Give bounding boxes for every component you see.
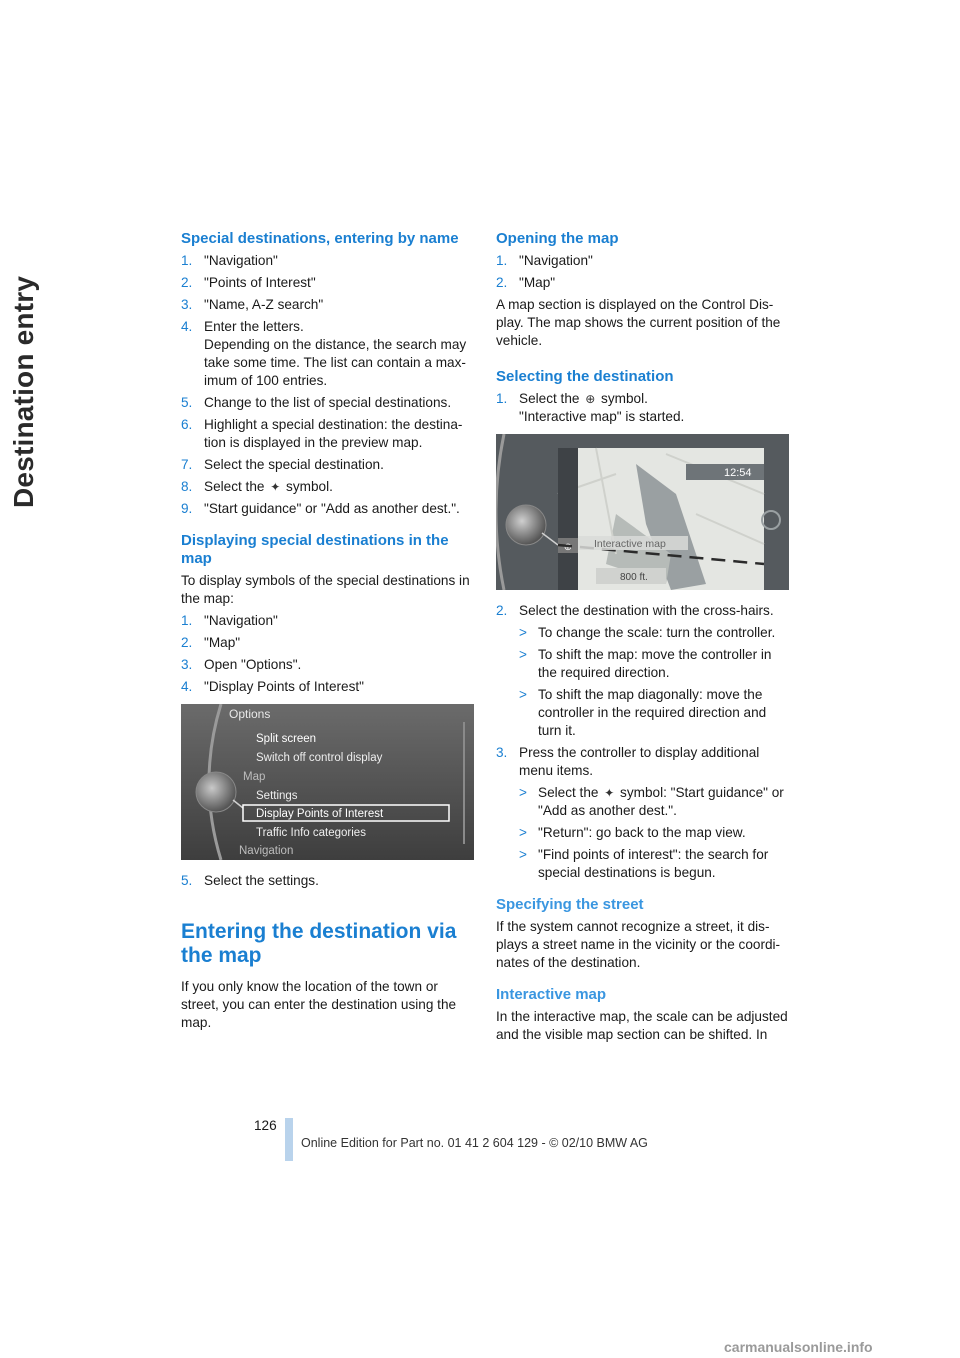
menu-item-display-poi: Display Points of Interest [256, 808, 384, 820]
list-item: > "Return": go back to the map view. [519, 825, 746, 840]
list-item: 1. "Navigation" [496, 253, 593, 268]
sidebar-title: Destination entry [8, 275, 39, 508]
map-scale: 800 ft. [620, 572, 648, 583]
list-item: > To change the scale: turn the controller. [519, 625, 776, 640]
list-item: 3. Open "Options". [181, 657, 302, 672]
section-title: Specifying the street [496, 896, 644, 913]
left-column: Special destinations, entering by name 1. "Navigation" 2. "Points of Interest" 3. "Name, A-Z search" 4. Enter the letters. Depending on the distance, the search may take some time. The list can contain a max-imum of 100 entries. 5. Change to the list of special destinations. 6. Highlight a special destination: the destina-tion is displayed in the preview map. 7. Select the special destination. 8. Select the ✦ symbol. 9. "Start guidance" or "Add as another dest.". Displaying special destinations in the map To display symbols of the special destinations in the map: 1. "Navigation" 2. "Map" 3. Open "Options". 4. "Display Points of Interest" Options Split screen Switch off control display Map Settings Display Points of Interest Traffic Info categories Navigation 5. Select the settings. Entering the destination via the map If you only know the location of the town or street, you can enter the destination using the map. [181, 230, 476, 1036]
step-list [496, 390, 791, 426]
section-title: Opening the map [496, 230, 619, 247]
list-item: 5. Change to the list of special destinations. [181, 395, 452, 410]
list-item: 2. "Points of Interest" [181, 275, 316, 290]
crosshair-icon: ⊕ [585, 392, 596, 406]
list-item: 3. Press the controller to display additional menu items. > Select the ✦ symbol: "Start guidance" or "Add as another dest.". > "Return": go back to the map view. > "Find points of interest": the search for special destinations is begun. [496, 744, 791, 882]
list-item: 6. Highlight a special destination: the destina-tion is displayed in the preview map. [181, 417, 463, 450]
list-item: 9. "Start guidance" or "Add as another dest.". [181, 501, 460, 516]
list-item: 2. Select the destination with the cross-hairs. > To change the scale: turn the controller. > To shift the map: move the controller in the required direction. > To shift the map diagonally: move the controller in the required direction and turn it. [496, 602, 791, 740]
list-item: 2. "Map" [496, 275, 556, 290]
menu-item-split-screen: Split screen [256, 733, 317, 745]
section-title: Selecting the destination [496, 368, 674, 385]
list-item: 1. Select the ⊕ symbol. "Interactive map" is started. [496, 391, 685, 424]
list-item: > "Find points of interest": the search for special destinations is begun. [519, 847, 769, 880]
step-list [181, 612, 476, 696]
list-item: 1. "Navigation" [181, 613, 278, 628]
menu-item-settings: Settings [256, 790, 298, 802]
watermark: carmanualsonline.info [724, 1339, 873, 1355]
menu-item-traffic: Traffic Info categories [256, 827, 366, 839]
map-mode-label: Interactive map [594, 538, 666, 550]
list-item: > To shift the map: move the controller in the required direction. [519, 647, 772, 680]
list-item: 2. "Map" [181, 635, 241, 650]
options-menu-screenshot [181, 704, 474, 860]
step-list [496, 252, 791, 292]
crosshair-menu-icon: ⊕ [563, 542, 573, 553]
list-item: > Select the ✦ symbol: "Start guidance" or "Add as another dest.". [519, 785, 784, 818]
step-list [496, 602, 791, 882]
footer-edition: Online Edition for Part no. 01 41 2 604 129 - © 02/10 BMW AG [301, 1136, 648, 1150]
list-item: 1. "Navigation" [181, 253, 278, 268]
list-item: 4. "Display Points of Interest" [181, 679, 365, 694]
page-number: 126 [254, 1118, 277, 1133]
list-item: 7. Select the special destination. [181, 457, 384, 472]
menu-group-map: Map [243, 771, 266, 783]
chapter-title: Entering the destination via the map [181, 920, 457, 967]
list-item: 5. Select the settings. [181, 873, 319, 888]
step-list [181, 872, 476, 890]
list-item: > To shift the map diagonally: move the controller in the required direction and turn it. [519, 687, 767, 738]
right-column: Opening the map 1. "Navigation" 2. "Map" A map section is displayed on the Control Dis-play. The map shows the current position of the vehicle. Selecting the destination 1. Select the ⊕ symbol. "Interactive map" is started. 12:54 ⊕ Interactive map 800 ft. 2. Select the destination with the cross-hairs. > To change the scale: turn the controller. > To shift the map: move the controller in the required direction. > To shift the map diagonally: move the controller in the required direction and turn it. 3. Press the controller to display additional menu items. > Select the ✦ symbol: "Start guidance" or "Add as another dest.". > "Return": go back to the map view. > "Find points of interest": the search for special destinations is begun. Specifying the street If the system cannot recognize a street, it dis-plays a street name in the vicinity or the coordi-nates of the destination. Interactive map In the interactive map, the scale can be adjusted and the visible map section can be shifted. In [496, 230, 791, 1048]
menu-group-navigation: Navigation [239, 845, 294, 857]
list-item: 4. Enter the letters. Depending on the distance, the search may take some time. The list can contain a max-imum of 100 entries. [181, 319, 467, 388]
section-title: Special destinations, entering by name [181, 230, 459, 247]
destination-flag-icon: ✦ [270, 480, 281, 494]
list-item: 8. Select the ✦ symbol. [181, 479, 333, 494]
step-list [181, 252, 476, 518]
list-item: 3. "Name, A-Z search" [181, 297, 324, 312]
footer-bar [285, 1118, 293, 1161]
interactive-map-screenshot [496, 434, 789, 590]
map-clock: 12:54 [724, 467, 752, 479]
section-title: Displaying special destinations in the map [181, 532, 449, 567]
options-header: Options [229, 707, 271, 721]
menu-item-switch-off: Switch off control display [256, 752, 383, 764]
destination-flag-icon: ✦ [604, 786, 615, 800]
section-title: Interactive map [496, 986, 607, 1003]
